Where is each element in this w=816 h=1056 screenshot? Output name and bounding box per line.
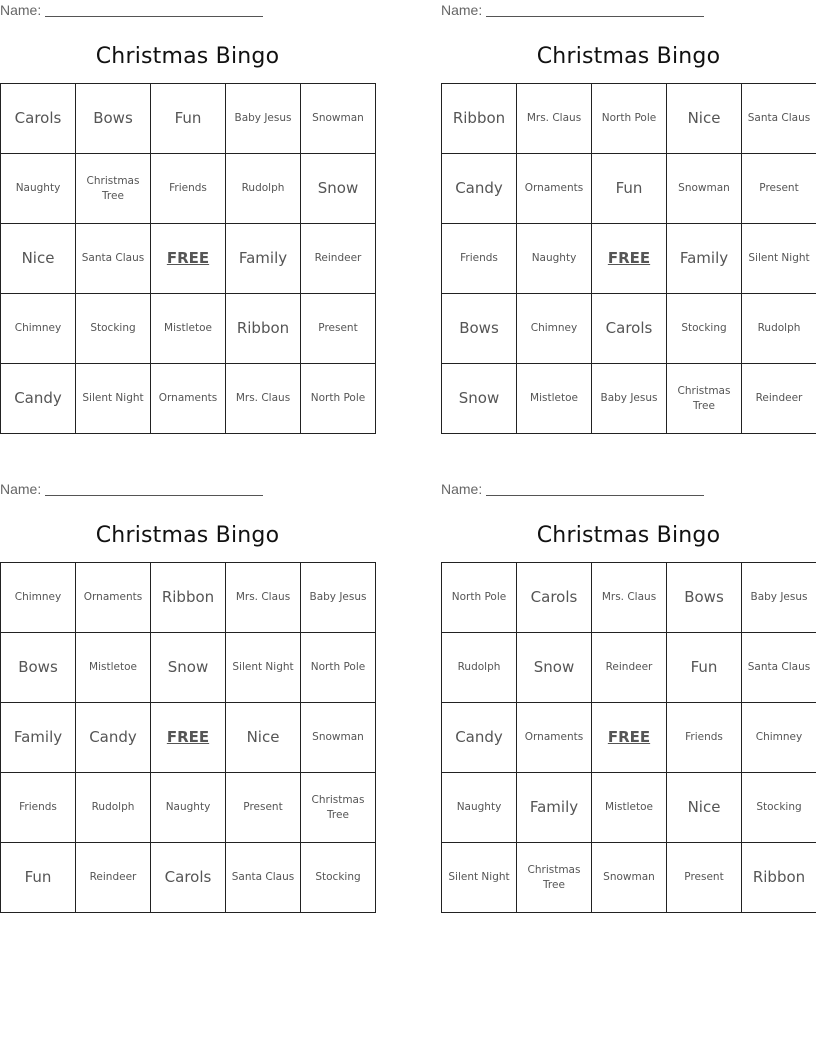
bingo-cell: Mistletoe [592,773,667,843]
name-blank-line [45,479,263,496]
bingo-card-3 [0,479,375,913]
bingo-cell: Present [301,294,376,364]
bingo-cell: Bows [442,294,517,364]
bingo-row [1,843,376,913]
bingo-cell: Christmas Tree [667,364,742,434]
bingo-cell: Rudolph [76,773,151,843]
bingo-cell: Chimney [1,294,76,364]
bingo-row [1,563,376,633]
name-blank-line [486,0,704,17]
bingo-cell: Family [226,224,301,294]
bingo-cell: Bows [667,563,742,633]
bingo-cell: Candy [1,364,76,434]
bingo-card-2 [441,0,816,434]
bingo-row [442,224,816,294]
bingo-row [442,703,816,773]
bingo-grid [441,83,816,434]
bingo-cell: Santa Claus [742,84,816,154]
name-field-row [0,0,375,20]
card-title: Christmas Bingo [536,522,721,548]
bingo-grid [441,562,816,913]
bingo-cell: Naughty [151,773,226,843]
bingo-cell: Snow [517,633,592,703]
bingo-row [1,84,376,154]
bingo-cell: Chimney [517,294,592,364]
bingo-card-1 [0,0,375,434]
bingo-cell: Present [742,154,816,224]
bingo-row [1,364,376,434]
bingo-cell: Santa Claus [76,224,151,294]
bingo-cell: Stocking [667,294,742,364]
bingo-card-4 [441,479,816,913]
bingo-cell: Nice [226,703,301,773]
bingo-cell: Mrs. Claus [226,563,301,633]
bingo-cell: Fun [1,843,76,913]
bingo-cell: Fun [151,84,226,154]
bingo-cell: Silent Night [442,843,517,913]
bingo-row [1,703,376,773]
bingo-cell: Christmas Tree [517,843,592,913]
bingo-cell: Bows [1,633,76,703]
bingo-row [442,563,816,633]
bingo-cell: Silent Night [76,364,151,434]
bingo-row [1,773,376,843]
bingo-cell: Snow [151,633,226,703]
bingo-cell: Stocking [742,773,816,843]
bingo-row [442,364,816,434]
bingo-cell: Baby Jesus [592,364,667,434]
bingo-cell: Santa Claus [226,843,301,913]
bingo-cell: North Pole [442,563,517,633]
bingo-cell: Present [667,843,742,913]
bingo-cell: Mrs. Claus [517,84,592,154]
bingo-cell: Mistletoe [517,364,592,434]
bingo-cell: Reindeer [742,364,816,434]
name-blank-line [486,479,704,496]
bingo-cell: Stocking [301,843,376,913]
bingo-cell: Naughty [1,154,76,224]
bingo-cell: Carols [592,294,667,364]
bingo-cell: Christmas Tree [76,154,151,224]
bingo-cell: North Pole [301,364,376,434]
bingo-cell: Silent Night [226,633,301,703]
name-label: Name: [441,481,483,497]
bingo-cell: Rudolph [442,633,517,703]
bingo-cell: Snowman [301,703,376,773]
bingo-cell: North Pole [592,84,667,154]
bingo-cell: Friends [1,773,76,843]
bingo-cell: Mrs. Claus [226,364,301,434]
bingo-cell: Snowman [592,843,667,913]
bingo-cell: Reindeer [301,224,376,294]
bingo-cell: Chimney [1,563,76,633]
bingo-cell: Ornaments [517,703,592,773]
bingo-cell: Friends [442,224,517,294]
name-label: Name: [0,2,42,18]
bingo-cell: North Pole [301,633,376,703]
bingo-cell: Friends [151,154,226,224]
name-blank-line [45,0,263,17]
bingo-cell: Mistletoe [151,294,226,364]
card-title: Christmas Bingo [95,522,280,548]
name-label: Name: [441,2,483,18]
bingo-grid [0,83,376,434]
bingo-cell: Mistletoe [76,633,151,703]
bingo-cell: Ribbon [226,294,301,364]
bingo-cell: Ribbon [151,563,226,633]
name-label: Name: [0,481,42,497]
bingo-cell: Candy [442,154,517,224]
bingo-cell: Family [1,703,76,773]
bingo-cell: Nice [1,224,76,294]
bingo-cell: Ribbon [442,84,517,154]
bingo-row [442,773,816,843]
bingo-cell: Reindeer [76,843,151,913]
name-field-row [441,0,816,20]
bingo-cell: Santa Claus [742,633,816,703]
bingo-cell: Rudolph [742,294,816,364]
name-field-row [0,479,375,499]
bingo-cell: Family [517,773,592,843]
bingo-cell: Carols [151,843,226,913]
bingo-row [1,224,376,294]
bingo-cell: Family [667,224,742,294]
bingo-cell: Fun [592,154,667,224]
bingo-cell: Bows [76,84,151,154]
card-title: Christmas Bingo [536,43,721,69]
bingo-cell: Carols [1,84,76,154]
bingo-row [442,84,816,154]
bingo-row [442,843,816,913]
free-space-cell: FREE [151,703,226,773]
free-space-cell: FREE [592,224,667,294]
bingo-cell: Stocking [76,294,151,364]
bingo-cell: Nice [667,773,742,843]
bingo-cell: Silent Night [742,224,816,294]
bingo-cell: Baby Jesus [742,563,816,633]
bingo-cell: Fun [667,633,742,703]
bingo-cell: Snowman [667,154,742,224]
bingo-cell: Ornaments [151,364,226,434]
bingo-cell: Reindeer [592,633,667,703]
bingo-cell: Present [226,773,301,843]
bingo-row [1,294,376,364]
bingo-cell: Christmas Tree [301,773,376,843]
bingo-cell: Carols [517,563,592,633]
bingo-cell: Ribbon [742,843,816,913]
bingo-cell: Friends [667,703,742,773]
bingo-cell: Snow [442,364,517,434]
bingo-cell: Snow [301,154,376,224]
name-field-row [441,479,816,499]
bingo-cell: Naughty [442,773,517,843]
bingo-row [1,154,376,224]
bingo-row [1,633,376,703]
bingo-cell: Naughty [517,224,592,294]
bingo-cell: Candy [76,703,151,773]
bingo-cell: Nice [667,84,742,154]
card-title: Christmas Bingo [95,43,280,69]
bingo-row [442,154,816,224]
bingo-cell: Chimney [742,703,816,773]
bingo-cell: Ornaments [517,154,592,224]
free-space-cell: FREE [151,224,226,294]
bingo-cell: Mrs. Claus [592,563,667,633]
bingo-cell: Baby Jesus [301,563,376,633]
bingo-cell: Ornaments [76,563,151,633]
bingo-cell: Rudolph [226,154,301,224]
bingo-row [442,294,816,364]
bingo-cell: Baby Jesus [226,84,301,154]
free-space-cell: FREE [592,703,667,773]
bingo-row [442,633,816,703]
bingo-grid [0,562,376,913]
bingo-cell: Candy [442,703,517,773]
bingo-cell: Snowman [301,84,376,154]
